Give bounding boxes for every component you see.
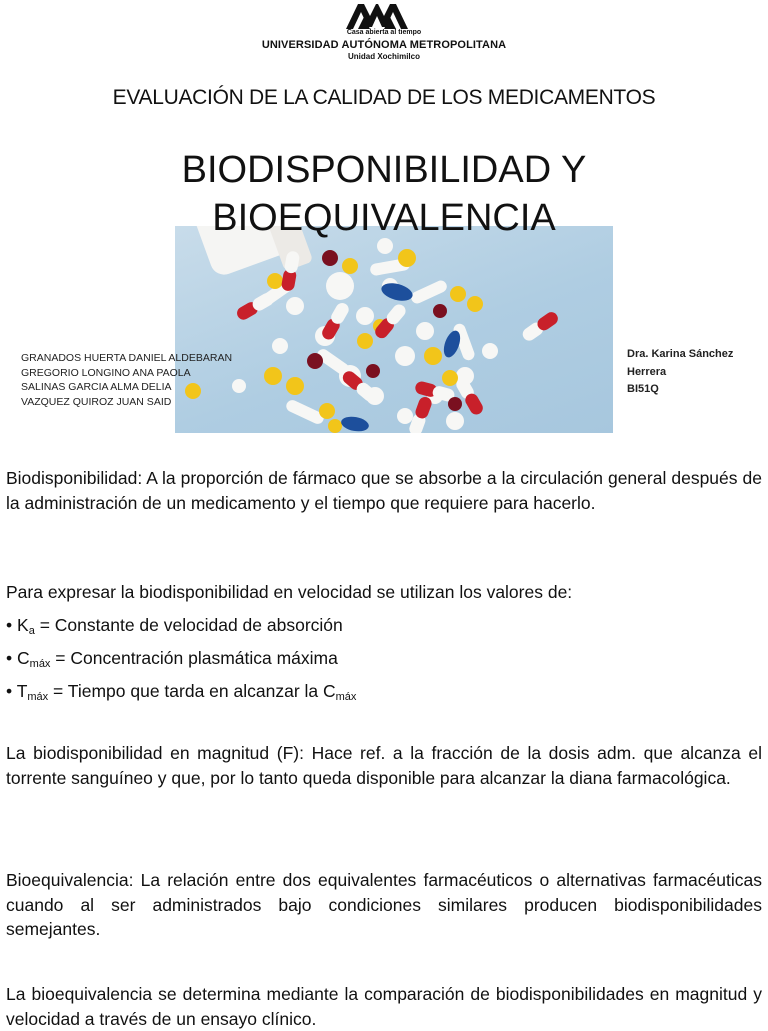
author-name: VAZQUEZ QUIROZ JUAN SAID	[21, 395, 172, 408]
main-title-line-1: BIODISPONIBILIDAD Y	[181, 149, 587, 191]
symbol: K	[17, 615, 29, 635]
course-title: EVALUACIÓN DE LA CALIDAD DE LOS MEDICAMENTOS	[112, 86, 656, 109]
paragraph-bioavailability-definition: Biodisponibilidad: A la proporción de fármaco que se absorbe a la circulación general después de la administración de un medicamento y el tiempo que requiere para hacerlo.	[6, 468, 762, 513]
author-name: GREGORIO LONGINO ANA PAOLA	[21, 366, 191, 379]
symbol: C	[17, 648, 30, 668]
author-name: GRANADOS HUERTA DANIEL ALDEBARAN	[21, 352, 233, 364]
bullet-icon: •	[6, 615, 13, 635]
main-title-line-2: BIOEQUIVALENCIA	[212, 197, 556, 239]
bullet-item-tmax	[6, 679, 356, 704]
paragraph-velocity-intro: Para expresar la biodisponibilidad en velocidad se utilizan los valores de:	[6, 582, 573, 602]
university-name: UNIVERSIDAD AUTÓNOMA METROPOLITANA	[261, 39, 507, 51]
paragraph-bioequivalence-method: La bioequivalencia se determina mediante la comparación de biodisponibilidades en magnitud y velocidad a través de un ensayo clínico.	[6, 984, 762, 1029]
university-unit: Unidad Xochimilco	[347, 52, 420, 61]
instructor-name: Dra. Karina Sánchez	[627, 348, 734, 360]
authors-list	[21, 351, 232, 409]
symbol-subscript: a	[28, 625, 35, 637]
group-code: BI51Q	[627, 383, 659, 395]
bullet-text: = Constante de velocidad de absorción	[34, 615, 343, 635]
bullet-item-ka	[6, 613, 343, 638]
uam-logo-icon	[344, 2, 410, 30]
author-name: SALINAS GARCIA ALMA DELIA	[21, 381, 172, 393]
bullet-icon: •	[6, 681, 13, 701]
bullet-icon: •	[6, 648, 13, 668]
symbol-subscript: máx	[27, 691, 49, 703]
bullet-item-cmax	[6, 646, 338, 671]
pills-photo	[175, 226, 613, 433]
university-tagline: Casa abierta al tiempo	[346, 29, 422, 36]
symbol-subscript: máx	[29, 658, 51, 670]
symbol-subscript: máx	[335, 691, 357, 703]
bullet-text: = Tiempo que tarda en alcanzar la C	[48, 681, 336, 701]
paragraph-magnitude: La biodisponibilidad en magnitud (F): Hace ref. a la fracción de la dosis adm. que alcanza el torrente sanguíneo y que, por lo tanto queda disponible para alcanzar la diana farmacológica.	[6, 743, 762, 788]
main-title	[0, 146, 768, 242]
paragraph-bioequivalence-definition: Bioequivalencia: La relación entre dos equivalentes farmacéuticos o alternativas farmacéuticas cuando al ser administrados bajo condiciones similares producen biodisponibilidades semejantes.	[6, 870, 762, 939]
instructor-surname: Herrera	[627, 365, 667, 378]
instructor-block	[627, 346, 733, 399]
pills-illustration-icon	[175, 226, 613, 433]
symbol: T	[16, 681, 28, 701]
bullet-text: = Concentración plasmática máxima	[50, 648, 338, 668]
